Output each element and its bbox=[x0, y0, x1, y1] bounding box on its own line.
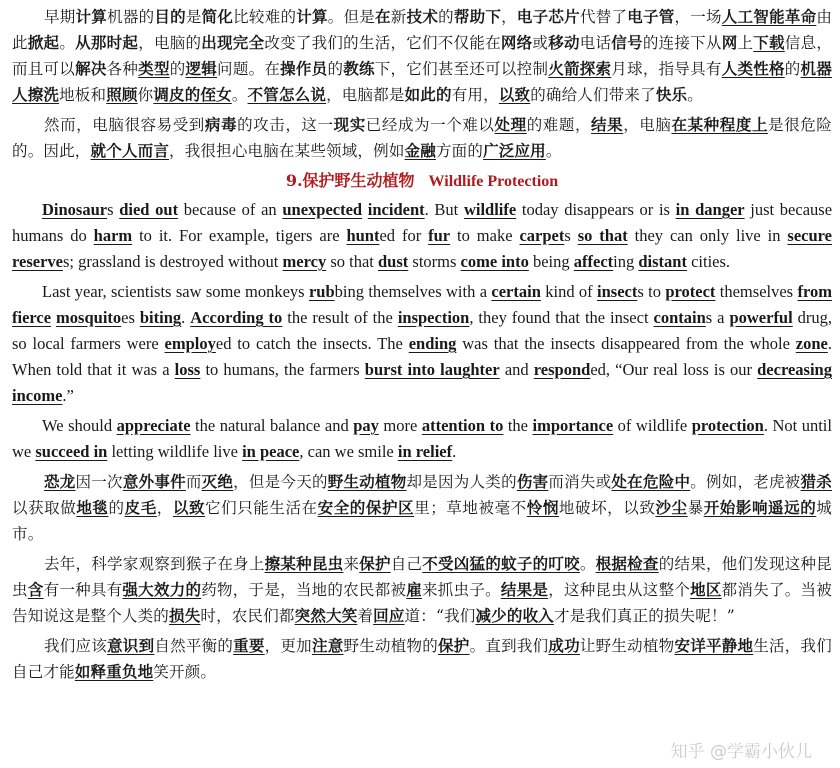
text-run: and bbox=[499, 360, 534, 379]
text-run: ed to catch the insects. The bbox=[215, 334, 409, 353]
text-run: 。但是 bbox=[327, 8, 376, 26]
paragraph-computer-history bbox=[12, 4, 832, 108]
key-term: 出现完全 bbox=[201, 33, 265, 52]
vocab-term: 保护 bbox=[438, 636, 470, 655]
vocab-term: 雇 bbox=[406, 580, 423, 599]
text-run: 让野生动植物 bbox=[579, 637, 675, 655]
paragraph-en-conclusion bbox=[12, 413, 832, 465]
text-run: ed, “Our real loss is our bbox=[590, 360, 758, 379]
text-run: ing bbox=[613, 252, 639, 271]
text-run: 地板和 bbox=[59, 86, 107, 104]
key-term: 信号 bbox=[611, 33, 643, 52]
key-term: 教练 bbox=[343, 59, 375, 78]
vocab-term: 损失 bbox=[169, 606, 201, 625]
text-run: 野生动植物的 bbox=[343, 637, 439, 655]
text-run: the bbox=[503, 416, 533, 435]
text-run: being bbox=[528, 252, 574, 271]
text-run: ，但是今天的 bbox=[233, 473, 328, 491]
section-heading bbox=[12, 168, 832, 195]
key-term: 计算 bbox=[75, 7, 108, 26]
text-run: 。 bbox=[545, 142, 562, 160]
vocab-term: 安详平静地 bbox=[674, 636, 754, 655]
vocab-term: decreasing bbox=[757, 360, 832, 379]
text-run: of wildlife bbox=[613, 416, 692, 435]
text-run: 。 bbox=[231, 86, 248, 104]
vocab-term: income bbox=[12, 386, 63, 405]
key-term: 解决 bbox=[75, 59, 107, 78]
text-run: 的攻击，这一 bbox=[237, 116, 334, 134]
vocab-term: loss bbox=[174, 360, 201, 379]
text-run: 各种 bbox=[106, 60, 139, 78]
key-term: 现实 bbox=[333, 115, 366, 134]
text-run: themselves bbox=[715, 282, 798, 301]
vocab-term: mosquito bbox=[56, 308, 122, 327]
text-run: 道：“我们 bbox=[404, 607, 476, 625]
text-run: ， bbox=[501, 8, 517, 26]
text-run: ，更加 bbox=[264, 637, 312, 655]
vocab-term: so that bbox=[577, 226, 628, 245]
text-run: 去年，科学家观察到猴子在身上 bbox=[44, 555, 265, 573]
vocab-term: 根据检查 bbox=[595, 554, 659, 573]
vocab-term: 照顾 bbox=[106, 85, 138, 104]
vocab-term: affect bbox=[573, 252, 614, 271]
text-run: 的难题， bbox=[526, 116, 592, 134]
vocab-term: 以致 bbox=[172, 498, 206, 517]
vocab-term: harm bbox=[93, 226, 133, 245]
key-term: 移动 bbox=[548, 33, 580, 52]
vocab-term: fur bbox=[428, 226, 451, 245]
vocab-term: fierce bbox=[12, 308, 52, 327]
key-term: 病毒 bbox=[204, 115, 238, 134]
text-run: 而 bbox=[185, 473, 202, 491]
text-run: 下，它们甚至还可以控制 bbox=[374, 60, 549, 78]
vocab-term: appreciate bbox=[116, 416, 191, 435]
vocab-term: 开始影响遥远的 bbox=[703, 498, 817, 517]
section-heading-en: Wildlife Protection bbox=[428, 173, 559, 190]
text-run: ，电脑都是 bbox=[326, 86, 405, 104]
vocab-term: 减少的收入 bbox=[475, 606, 554, 625]
text-run: 而消失或 bbox=[548, 473, 612, 491]
text-run: . bbox=[452, 442, 457, 461]
vocab-term: in relief bbox=[397, 442, 453, 461]
text-run: 。例如，老虎被 bbox=[690, 473, 801, 491]
vocab-term: 恐龙 bbox=[44, 472, 76, 491]
text-run: 。 bbox=[59, 34, 76, 52]
vocab-term: 结果 bbox=[591, 115, 624, 134]
vocab-term: hunt bbox=[346, 226, 380, 245]
text-run: cities. bbox=[686, 252, 731, 271]
vocab-term: 含 bbox=[27, 580, 44, 599]
vocab-term: respond bbox=[533, 360, 591, 379]
key-term: 在 bbox=[375, 7, 391, 26]
text-run: because of an bbox=[178, 200, 283, 219]
key-term: 从那时起 bbox=[75, 33, 139, 52]
text-run: 或 bbox=[532, 34, 549, 52]
key-term: 快乐 bbox=[655, 85, 688, 104]
text-run: just because humans do bbox=[12, 200, 833, 245]
key-term: 计算 bbox=[296, 7, 328, 26]
text-run: ，这种昆虫从这整个 bbox=[548, 581, 691, 599]
text-run: 。直到我们 bbox=[469, 637, 549, 655]
text-run: s a bbox=[705, 308, 730, 327]
text-run: 代替了 bbox=[579, 8, 628, 26]
vocab-term: 不受凶猛的蚊子的叮咬 bbox=[422, 554, 580, 573]
text-run: today disappears or is bbox=[516, 200, 676, 219]
text-run: 才是我们真正的损失呢！” bbox=[554, 607, 735, 625]
vocab-term: 猎杀 bbox=[800, 472, 833, 491]
vocab-term: pay bbox=[353, 416, 379, 435]
text-run: the natural balance and bbox=[190, 416, 354, 435]
vocab-term: 下载 bbox=[753, 33, 785, 52]
vocab-term: 如释重负地 bbox=[74, 662, 154, 681]
text-run: ，我很担心电脑在某些领域，例如 bbox=[169, 142, 405, 160]
vocab-term: insect bbox=[597, 282, 638, 301]
text-run: to humans, the farmers bbox=[200, 360, 365, 379]
text-run: 它们只能生活在 bbox=[205, 499, 318, 517]
text-run: s; grassland is destroyed without bbox=[63, 252, 283, 271]
vocab-term: 意识到 bbox=[107, 636, 155, 655]
text-run: to it. For example, tigers are bbox=[132, 226, 347, 245]
vocab-term: importance bbox=[532, 416, 614, 435]
vocab-term: powerful bbox=[729, 308, 793, 327]
vocab-term: 保护 bbox=[359, 554, 391, 573]
text-run: 已经成为一个难以 bbox=[365, 116, 495, 134]
vocab-term: in peace bbox=[242, 442, 300, 461]
text-run: the result of the bbox=[282, 308, 398, 327]
vocab-term: distant bbox=[638, 252, 687, 271]
vocab-term: from bbox=[797, 282, 832, 301]
vocab-term: succeed in bbox=[35, 442, 108, 461]
paragraph-zh-conclusion bbox=[12, 633, 832, 685]
text-run: 因一次 bbox=[75, 473, 123, 491]
text-run: . bbox=[181, 308, 191, 327]
vocab-term: 不管怎么说 bbox=[247, 85, 327, 104]
vocab-term: come into bbox=[460, 252, 529, 271]
text-run: kind of bbox=[540, 282, 598, 301]
key-term: 掀起 bbox=[27, 33, 60, 52]
text-run: 你 bbox=[137, 86, 154, 104]
vocab-term: 就个人而言 bbox=[90, 141, 170, 160]
text-run: 。 bbox=[579, 555, 596, 573]
vocab-term: 人类性格 bbox=[721, 59, 785, 78]
text-run: 自己 bbox=[390, 555, 423, 573]
text-run: more bbox=[378, 416, 422, 435]
key-term: 帮助下 bbox=[453, 7, 502, 26]
key-term: 目的 bbox=[154, 7, 186, 26]
text-run: 地破坏，以致 bbox=[558, 499, 656, 517]
text-run: .” bbox=[62, 386, 74, 405]
key-term: 操作员 bbox=[280, 59, 328, 78]
text-run: 药物，于是，当地的农民都被 bbox=[201, 581, 407, 599]
vocab-term: 灭绝 bbox=[201, 472, 234, 491]
vocab-term: burst into laughter bbox=[364, 360, 500, 379]
text-run: . When told that it was a bbox=[12, 334, 832, 379]
text-run: storms bbox=[408, 252, 461, 271]
vocab-term: wildlife bbox=[463, 200, 517, 219]
key-term: 电子管 bbox=[627, 7, 675, 26]
vocab-term: reserve bbox=[12, 252, 63, 271]
text-run: Last year, scientists saw some monkeys bbox=[42, 282, 309, 301]
vocab-term: 重要 bbox=[233, 636, 265, 655]
vocab-term: 类型 bbox=[138, 59, 170, 78]
text-run: 信息，而且可以 bbox=[12, 34, 833, 78]
text-run: 自然平衡的 bbox=[154, 637, 234, 655]
vocab-term: 回应 bbox=[373, 606, 405, 625]
paragraph-zh-monkeys bbox=[12, 551, 832, 629]
vocab-term: secure bbox=[787, 226, 832, 245]
text-run: to make bbox=[450, 226, 520, 245]
vocab-term: 突然大笑 bbox=[294, 606, 358, 625]
text-run: 方面的 bbox=[435, 142, 484, 160]
text-run: 暴 bbox=[687, 499, 704, 517]
text-run: 然而，电脑很容易受到 bbox=[44, 116, 205, 134]
text-run: s to bbox=[637, 282, 666, 301]
vocab-term: 怜悯 bbox=[526, 498, 559, 517]
vocab-term: 成功 bbox=[548, 636, 580, 655]
text-run: 有用， bbox=[451, 86, 499, 104]
text-run: ，电脑的 bbox=[138, 34, 202, 52]
text-run: so that bbox=[326, 252, 378, 271]
text-run: drug, so local farmers were bbox=[12, 308, 833, 353]
text-run: es bbox=[121, 308, 140, 327]
text-run: ，电脑 bbox=[623, 116, 672, 134]
text-run: 时，农民们都 bbox=[200, 607, 295, 625]
vocab-term: in danger bbox=[675, 200, 745, 219]
key-term: 电子芯片 bbox=[516, 7, 580, 26]
text-run: 有一种具有 bbox=[43, 581, 123, 599]
vocab-term: 广泛应用 bbox=[483, 141, 546, 160]
text-run: 的 bbox=[784, 60, 801, 78]
text-run: 早期 bbox=[44, 8, 76, 26]
text-run: ed for bbox=[379, 226, 429, 245]
text-run: 机器的 bbox=[107, 8, 155, 26]
vocab-term: 皮毛 bbox=[124, 498, 157, 517]
vocab-term: attention to bbox=[421, 416, 504, 435]
text-run: 是 bbox=[185, 8, 202, 26]
text-run: 城市。 bbox=[12, 499, 832, 543]
paragraph-en-dinosaurs bbox=[12, 197, 832, 275]
vocab-term: 结果是 bbox=[500, 580, 549, 599]
vocab-term: certain bbox=[491, 282, 541, 301]
text-run: 着 bbox=[357, 607, 374, 625]
text-run: ， bbox=[156, 499, 173, 517]
vocab-term: 擦某种 bbox=[264, 554, 312, 573]
text-run: 的 bbox=[327, 60, 344, 78]
key-term: 如此的 bbox=[404, 85, 452, 104]
text-run: they can only live in bbox=[627, 226, 788, 245]
text-run: 。 bbox=[687, 86, 703, 104]
text-run: 来抓虫子。 bbox=[422, 581, 501, 599]
text-run: . But bbox=[424, 200, 464, 219]
vocab-term: 沙尘 bbox=[655, 498, 688, 517]
vocab-term: 金融 bbox=[404, 141, 436, 160]
vocab-term: 强大效力的 bbox=[122, 580, 202, 599]
text-run: We should bbox=[42, 416, 117, 435]
text-run: 新 bbox=[390, 8, 407, 26]
text-run: 却是因为人类的 bbox=[406, 473, 517, 491]
text-run: s bbox=[107, 200, 120, 219]
text-run: letting wildlife live bbox=[107, 442, 243, 461]
text-run: 由此 bbox=[12, 8, 833, 52]
vocab-term: 在某种程度上 bbox=[671, 115, 769, 134]
vocab-term: 伤害 bbox=[516, 472, 549, 491]
text-run: 的 bbox=[438, 8, 454, 26]
text-run: bing themselves with a bbox=[334, 282, 492, 301]
text-run: 笑开颜。 bbox=[153, 663, 217, 681]
text-run: 来 bbox=[343, 555, 360, 573]
vocab-term: died out bbox=[119, 200, 179, 219]
text-run: 是很危险的。因此， bbox=[12, 116, 832, 160]
text-run: 生活，我们自己才能 bbox=[12, 637, 832, 681]
text-run: , can we smile bbox=[299, 442, 398, 461]
vocab-term: contain bbox=[653, 308, 706, 327]
vocab-term: inspection bbox=[397, 308, 470, 327]
key-term: 网 bbox=[721, 33, 738, 52]
text-run: 我们应该 bbox=[44, 637, 108, 655]
text-run: 电话 bbox=[579, 34, 612, 52]
vocab-term: unexpected bbox=[282, 200, 363, 219]
vocab-term: 意外事件 bbox=[122, 472, 186, 491]
vocab-term: biting bbox=[139, 308, 182, 327]
vocab-term: carpet bbox=[519, 226, 565, 245]
vocab-term: According to bbox=[190, 308, 283, 327]
vocab-term: mercy bbox=[282, 252, 327, 271]
text-run: 上 bbox=[737, 34, 754, 52]
text-run: 的确给人们带来了 bbox=[530, 86, 656, 104]
text-run: ，一场 bbox=[674, 8, 722, 26]
text-run: . Not until we bbox=[12, 416, 832, 461]
vocab-term: 调皮的侄女 bbox=[153, 85, 232, 104]
paragraph-computer-risk bbox=[12, 112, 832, 164]
vocab-term: 处在危险中 bbox=[611, 472, 691, 491]
text-run: 的 bbox=[108, 499, 125, 517]
text-run: 的连接下从 bbox=[642, 34, 722, 52]
section-heading-zh: 9.保护野生动植物 bbox=[285, 171, 415, 190]
text-run: 里；草地被毫不 bbox=[414, 499, 527, 517]
document-page bbox=[12, 4, 832, 689]
paragraph-zh-dinosaurs bbox=[12, 469, 832, 547]
key-term: 简化 bbox=[201, 7, 234, 26]
vocab-term: 人工智能革命 bbox=[721, 7, 817, 26]
vocab-term: 地区 bbox=[690, 580, 722, 599]
vocab-term: 以致 bbox=[498, 85, 531, 104]
vocab-term: zone bbox=[795, 334, 828, 353]
vocab-term: protection bbox=[691, 416, 764, 435]
vocab-term: rub bbox=[308, 282, 335, 301]
vocab-term: 昆虫 bbox=[311, 554, 344, 573]
vocab-term: 处理 bbox=[494, 115, 527, 134]
vocab-term: 逻辑 bbox=[185, 59, 218, 78]
text-run: 问题。在 bbox=[217, 60, 281, 78]
vocab-term: 安全的保护区 bbox=[317, 498, 415, 517]
vocab-term: ending bbox=[408, 334, 457, 353]
vocab-term: 地毯 bbox=[76, 498, 109, 517]
vocab-term: protect bbox=[665, 282, 716, 301]
text-run: , they found that the insect bbox=[469, 308, 654, 327]
paragraph-en-monkeys bbox=[12, 279, 832, 409]
vocab-term: Dinosaur bbox=[42, 200, 108, 219]
vocab-term: 机器人擦洗 bbox=[12, 59, 833, 104]
watermark: 知乎 @学霸小伙儿 bbox=[670, 742, 812, 762]
text-run: 月球，指导具有 bbox=[611, 60, 722, 78]
text-run: 以获取做 bbox=[12, 499, 77, 517]
text-run: s bbox=[564, 226, 578, 245]
key-term: 网络 bbox=[500, 33, 533, 52]
text-run: 改变了我们的生活，它们不仅能在 bbox=[264, 34, 501, 52]
vocab-term: incident bbox=[367, 200, 425, 219]
vocab-term: 火箭探索 bbox=[548, 59, 612, 78]
text-run: 的 bbox=[169, 60, 186, 78]
vocab-term: 野生动植物 bbox=[327, 472, 407, 491]
text-run: 比较难的 bbox=[233, 8, 297, 26]
text-run: 都消失了。当被告知说这是整个人类的 bbox=[12, 581, 832, 625]
vocab-term: dust bbox=[378, 252, 409, 271]
text-run: 的结果，他们发现这种昆虫 bbox=[12, 555, 833, 599]
text-run: was that the insects disappeared from the whole bbox=[456, 334, 796, 353]
key-term: 技术 bbox=[406, 7, 439, 26]
vocab-term: 注意 bbox=[311, 636, 344, 655]
vocab-term: employ bbox=[164, 334, 216, 353]
